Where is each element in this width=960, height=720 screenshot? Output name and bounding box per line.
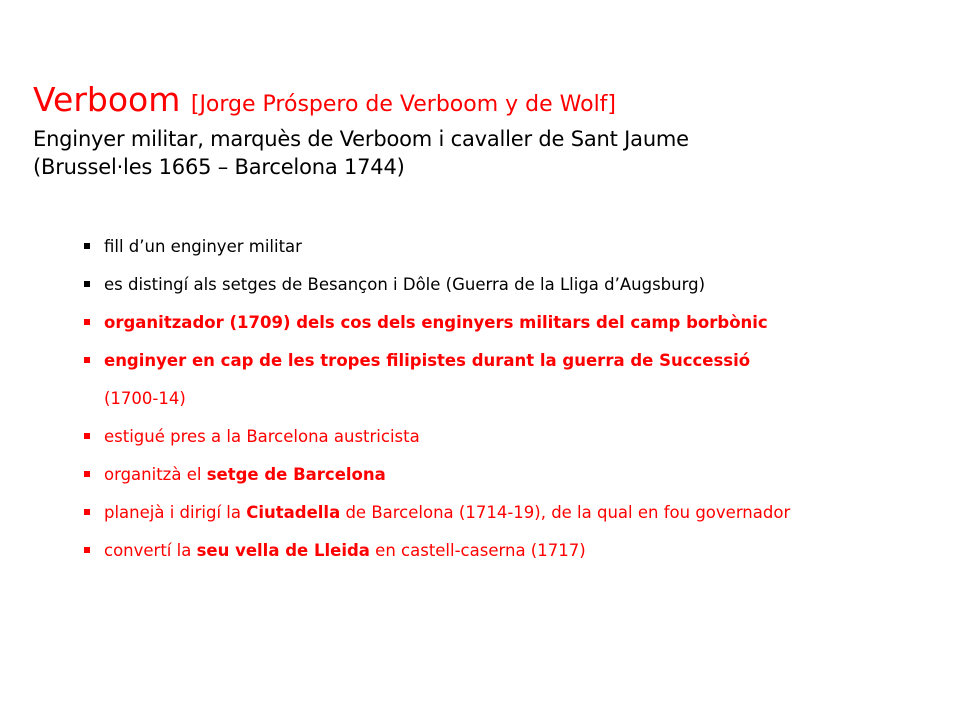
title-line <box>33 80 933 125</box>
bullet-text-bold: setge de Barcelona <box>206 465 386 484</box>
title-fullname: [Jorge Próspero de Verboom y de Wolf] <box>190 92 617 117</box>
bullet-marker-icon <box>84 357 90 363</box>
bullet-text: organitzador (1709) dels cos dels enginyers militars del camp borbònic <box>104 313 768 332</box>
bullet-item <box>84 532 944 570</box>
bullet-item <box>84 228 944 266</box>
dates: (Brussel·les 1665 – Barcelona 1744) <box>33 155 405 179</box>
bullet-item <box>84 418 944 456</box>
bullet-text: organitzà el <box>104 465 207 484</box>
bullet-item <box>84 342 944 418</box>
bullet-item <box>84 494 944 532</box>
title-name: Verboom <box>33 80 181 119</box>
bullet-text: en castell-caserna (1717) <box>369 541 586 560</box>
bullet-item <box>84 456 944 494</box>
bullet-marker-icon <box>84 319 90 325</box>
bullet-text: fill d’un enginyer militar <box>104 237 302 256</box>
bullet-list <box>84 228 944 570</box>
bullet-text: es distingí als setges de Besançon i Dôle (Guerra de la Lliga d’Augsburg) <box>104 275 706 294</box>
bullet-marker-icon <box>84 509 90 515</box>
bullet-text: planejà i dirigí la <box>104 503 247 522</box>
title-block <box>33 80 933 181</box>
bullet-marker-icon <box>84 281 90 287</box>
bullet-marker-icon <box>84 547 90 553</box>
bullet-marker-icon <box>84 471 90 477</box>
bullet-item <box>84 304 944 342</box>
bullet-text: de Barcelona (1714-19), de la qual en fou governador <box>340 503 791 522</box>
bullet-marker-icon <box>84 243 90 249</box>
subtitle: Enginyer militar, marquès de Verboom i cavaller de Sant Jaume <box>33 127 689 151</box>
bullet-text: (1700-14) <box>104 389 186 408</box>
bullet-text: convertí la <box>104 541 197 560</box>
bullet-text-bold: Ciutadella <box>246 503 341 522</box>
bullet-text-bold: enginyer en cap de les tropes filipistes durant la guerra de Successió <box>104 351 751 370</box>
bullet-text-bold: seu vella de Lleida <box>196 541 370 560</box>
bullet-item <box>84 266 944 304</box>
bullet-text: estigué pres a la Barcelona austricista <box>104 427 420 446</box>
bullet-marker-icon <box>84 433 90 439</box>
